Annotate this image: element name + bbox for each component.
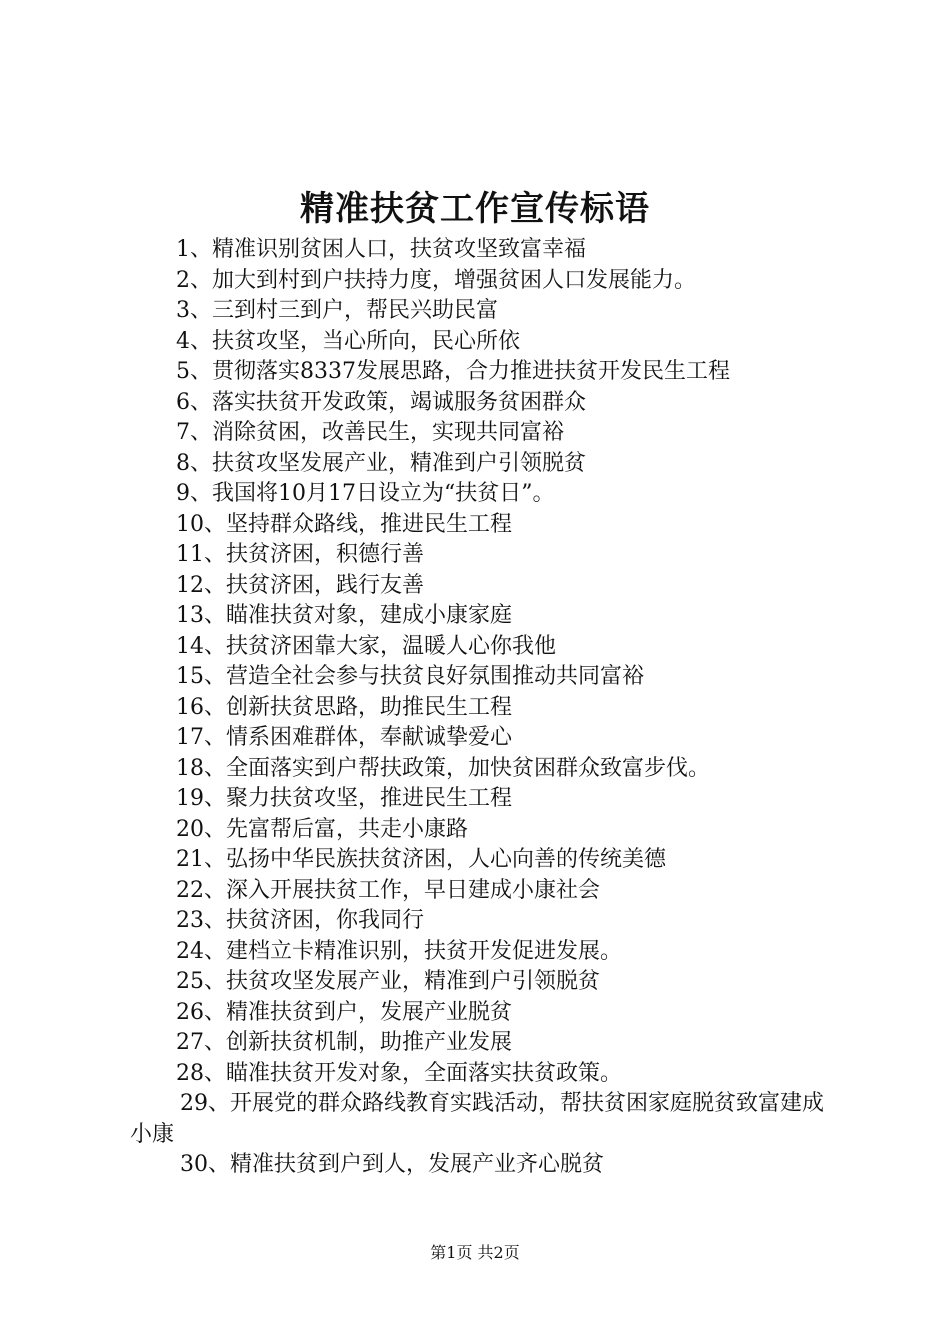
slogan-item: 25、扶贫攻坚发展产业，精准到户引领脱贫	[176, 969, 600, 994]
slogan-item: 30、精准扶贫到户到人，发展产业齐心脱贫	[180, 1152, 604, 1177]
slogan-item: 27、创新扶贫机制，助推产业发展	[176, 1030, 512, 1055]
slogan-item: 18、全面落实到户帮扶政策，加快贫困群众致富步伐。	[176, 755, 710, 781]
slogan-list	[130, 235, 830, 1181]
slogan-item: 17、情系困难群体，奉献诚挚爱心	[176, 725, 512, 750]
slogan-item: 14、扶贫济困靠大家，温暖人心你我他	[176, 633, 556, 659]
slogan-item: 21、弘扬中华民族扶贫济困，人心向善的传统美德	[176, 847, 666, 872]
slogan-item: 15、营造全社会参与扶贫良好氛围推动共同富裕	[176, 664, 644, 689]
slogan-item: 2、加大到村到户扶持力度，增强贫困人口发展能力。	[176, 267, 696, 293]
slogan-item: 10、坚持群众路线，推进民生工程	[176, 511, 512, 537]
slogan-item: 22、深入开展扶贫工作，早日建成小康社会	[176, 877, 600, 903]
slogan-item: 16、创新扶贫思路，助推民生工程	[176, 694, 512, 720]
slogan-item: 5、贯彻落实8337发展思路，合力推进扶贫开发民生工程	[176, 359, 730, 384]
slogan-item: 9、我国将10月17日设立为“扶贫日”。	[176, 481, 555, 506]
slogan-item: 8、扶贫攻坚发展产业，精准到户引领脱贫	[176, 450, 586, 476]
slogan-item: 6、落实扶贫开发政策，竭诚服务贫困群众	[176, 389, 586, 415]
slogan-item: 7、消除贫困，改善民生，实现共同富裕	[176, 420, 564, 445]
slogan-item: 23、扶贫济困，你我同行	[176, 908, 424, 933]
slogan-item: 3、三到村三到户，帮民兴助民富	[176, 298, 498, 323]
slogan-item: 19、聚力扶贫攻坚，推进民生工程	[176, 786, 512, 811]
page-footer: 第1页 共2页	[430, 1243, 520, 1262]
slogan-item: 28、瞄准扶贫开发对象，全面落实扶贫政策。	[176, 1060, 622, 1086]
slogan-item: 29、开展党的群众路线教育实践活动，帮扶贫困家庭脱贫致富建成小康	[130, 1091, 824, 1147]
page-title: 精准扶贫工作宣传标语	[300, 189, 650, 229]
slogan-item: 4、扶贫攻坚，当心所向，民心所依	[176, 328, 520, 354]
slogan-item: 13、瞄准扶贫对象，建成小康家庭	[176, 603, 512, 628]
slogan-item: 12、扶贫济困，践行友善	[176, 572, 424, 598]
slogan-item: 1、精准识别贫困人口，扶贫攻坚致富幸福	[176, 237, 586, 262]
slogan-item: 11、扶贫济困，积德行善	[176, 542, 424, 567]
slogan-item: 24、建档立卡精准识别，扶贫开发促进发展。	[176, 938, 622, 964]
slogan-item: 26、精准扶贫到户，发展产业脱贫	[176, 999, 512, 1025]
slogan-item: 20、先富帮后富，共走小康路	[176, 816, 468, 842]
